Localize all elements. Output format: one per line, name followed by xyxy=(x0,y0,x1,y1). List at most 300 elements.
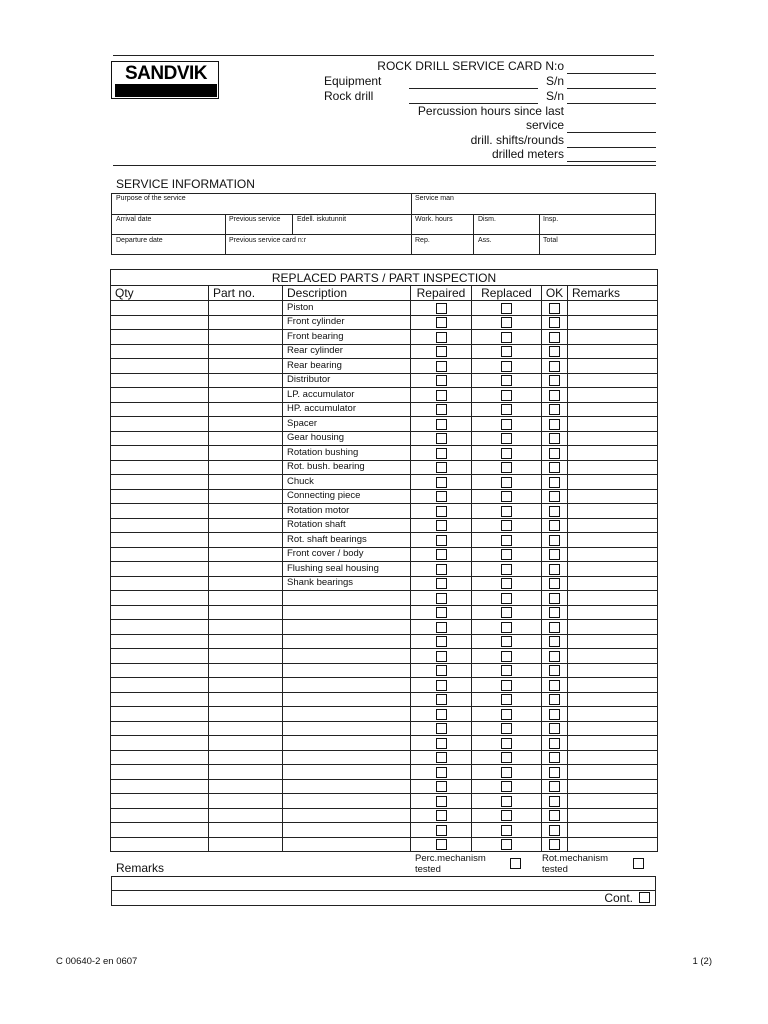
part-no-cell[interactable] xyxy=(209,649,283,664)
remarks-cell[interactable] xyxy=(568,475,658,490)
ok-checkbox[interactable] xyxy=(549,491,560,502)
part-no-cell[interactable] xyxy=(209,707,283,722)
replaced-checkbox[interactable] xyxy=(501,839,512,850)
remarks-box xyxy=(111,876,656,906)
qty-cell[interactable] xyxy=(111,330,209,345)
replaced-checkbox[interactable] xyxy=(501,622,512,633)
part-no-cell[interactable] xyxy=(209,794,283,809)
si-col-divider-c xyxy=(473,214,474,254)
repaired-cell xyxy=(411,417,472,432)
remarks-cell[interactable] xyxy=(568,489,658,504)
si-col-divider-b xyxy=(292,214,293,234)
repaired-checkbox[interactable] xyxy=(436,709,447,720)
repaired-checkbox[interactable] xyxy=(436,491,447,502)
remarks-cell[interactable] xyxy=(568,533,658,548)
repaired-checkbox[interactable] xyxy=(436,520,447,531)
remarks-cell[interactable] xyxy=(568,707,658,722)
replaced-checkbox[interactable] xyxy=(501,607,512,618)
qty-cell[interactable] xyxy=(111,547,209,562)
repaired-checkbox[interactable] xyxy=(436,433,447,444)
ok-checkbox[interactable] xyxy=(549,680,560,691)
qty-cell[interactable] xyxy=(111,837,209,852)
ok-checkbox[interactable] xyxy=(549,390,560,401)
replaced-checkbox[interactable] xyxy=(501,767,512,778)
qty-cell[interactable] xyxy=(111,591,209,606)
replaced-checkbox[interactable] xyxy=(501,520,512,531)
ok-cell xyxy=(542,431,568,446)
table-row xyxy=(111,475,658,490)
repaired-cell xyxy=(411,779,472,794)
qty-cell[interactable] xyxy=(111,692,209,707)
part-no-cell[interactable] xyxy=(209,359,283,374)
repaired-checkbox[interactable] xyxy=(436,419,447,430)
ok-checkbox[interactable] xyxy=(549,462,560,473)
ok-checkbox[interactable] xyxy=(549,810,560,821)
ok-cell xyxy=(542,750,568,765)
part-no-cell[interactable] xyxy=(209,591,283,606)
arrival-date-label: Arrival date xyxy=(116,216,152,223)
drilled-meters-field[interactable] xyxy=(567,161,656,162)
remarks-cell[interactable] xyxy=(568,750,658,765)
replaced-checkbox[interactable] xyxy=(501,738,512,749)
replaced-checkbox[interactable] xyxy=(501,390,512,401)
ok-checkbox[interactable] xyxy=(549,781,560,792)
repaired-checkbox[interactable] xyxy=(436,651,447,662)
repaired-cell xyxy=(411,402,472,417)
part-no-cell[interactable] xyxy=(209,808,283,823)
qty-cell[interactable] xyxy=(111,417,209,432)
ass-label: Ass. xyxy=(478,237,492,244)
rock-drill-sn-field[interactable] xyxy=(567,103,656,104)
part-no-cell[interactable] xyxy=(209,837,283,852)
repaired-checkbox[interactable] xyxy=(436,825,447,836)
part-no-cell[interactable] xyxy=(209,692,283,707)
percussion-hours-field[interactable] xyxy=(567,132,656,133)
qty-cell[interactable] xyxy=(111,765,209,780)
qty-cell[interactable] xyxy=(111,736,209,751)
replaced-checkbox[interactable] xyxy=(501,317,512,328)
replaced-checkbox[interactable] xyxy=(501,332,512,343)
repaired-checkbox[interactable] xyxy=(436,636,447,647)
service-man-label: Service man xyxy=(415,195,454,202)
card-number-field[interactable] xyxy=(567,73,656,74)
part-no-cell[interactable] xyxy=(209,301,283,316)
qty-cell[interactable] xyxy=(111,431,209,446)
ok-checkbox[interactable] xyxy=(549,607,560,618)
replaced-checkbox[interactable] xyxy=(501,825,512,836)
replaced-checkbox[interactable] xyxy=(501,491,512,502)
table-row xyxy=(111,460,658,475)
qty-cell[interactable] xyxy=(111,707,209,722)
drill-shifts-field[interactable] xyxy=(567,147,656,148)
repaired-checkbox[interactable] xyxy=(436,622,447,633)
ok-checkbox[interactable] xyxy=(549,404,560,415)
ok-checkbox[interactable] xyxy=(549,665,560,676)
ok-cell xyxy=(542,721,568,736)
remarks-cell[interactable] xyxy=(568,330,658,345)
ok-checkbox[interactable] xyxy=(549,767,560,778)
table-row xyxy=(111,649,658,664)
remarks-cell[interactable] xyxy=(568,591,658,606)
repaired-checkbox[interactable] xyxy=(436,549,447,560)
repaired-checkbox[interactable] xyxy=(436,535,447,546)
purpose-label: Purpose of the service xyxy=(116,195,186,202)
replaced-cell xyxy=(472,605,542,620)
qty-cell[interactable] xyxy=(111,562,209,577)
description-cell xyxy=(283,837,411,852)
remarks-cell[interactable] xyxy=(568,779,658,794)
replaced-checkbox[interactable] xyxy=(501,433,512,444)
equipment-field[interactable] xyxy=(409,88,538,89)
part-no-cell[interactable] xyxy=(209,373,283,388)
qty-cell[interactable] xyxy=(111,460,209,475)
replaced-checkbox[interactable] xyxy=(501,564,512,575)
table-row xyxy=(111,301,658,316)
replaced-checkbox[interactable] xyxy=(501,549,512,560)
repaired-checkbox[interactable] xyxy=(436,694,447,705)
table-row xyxy=(111,736,658,751)
description-cell: Rotation motor xyxy=(283,504,411,519)
repaired-checkbox[interactable] xyxy=(436,303,447,314)
replaced-checkbox[interactable] xyxy=(501,477,512,488)
qty-cell[interactable] xyxy=(111,373,209,388)
qty-cell[interactable] xyxy=(111,620,209,635)
ok-checkbox[interactable] xyxy=(549,651,560,662)
description-cell: Shank bearings xyxy=(283,576,411,591)
repaired-checkbox[interactable] xyxy=(436,317,447,328)
previous-service-label: Previous service xyxy=(229,216,281,223)
description-cell: Connecting piece xyxy=(283,489,411,504)
ok-checkbox[interactable] xyxy=(549,578,560,589)
parts-table-title: REPLACED PARTS / PART INSPECTION xyxy=(111,270,658,286)
repaired-checkbox[interactable] xyxy=(436,781,447,792)
repaired-checkbox[interactable] xyxy=(436,738,447,749)
replaced-checkbox[interactable] xyxy=(501,375,512,386)
perc-mechanism-checkbox[interactable] xyxy=(510,858,521,869)
qty-cell[interactable] xyxy=(111,446,209,461)
repaired-cell xyxy=(411,823,472,838)
part-no-cell[interactable] xyxy=(209,402,283,417)
description-cell xyxy=(283,823,411,838)
replaced-checkbox[interactable] xyxy=(501,462,512,473)
ok-checkbox[interactable] xyxy=(549,738,560,749)
ok-checkbox[interactable] xyxy=(549,375,560,386)
repaired-checkbox[interactable] xyxy=(436,448,447,459)
ok-cell xyxy=(542,823,568,838)
repaired-checkbox[interactable] xyxy=(436,361,447,372)
remarks-cell[interactable] xyxy=(568,620,658,635)
repaired-checkbox[interactable] xyxy=(436,796,447,807)
replaced-checkbox[interactable] xyxy=(501,636,512,647)
replaced-checkbox[interactable] xyxy=(501,346,512,357)
repaired-checkbox[interactable] xyxy=(436,462,447,473)
repaired-checkbox[interactable] xyxy=(436,665,447,676)
ok-checkbox[interactable] xyxy=(549,564,560,575)
part-no-cell[interactable] xyxy=(209,446,283,461)
qty-cell[interactable] xyxy=(111,533,209,548)
total-label: Total xyxy=(543,237,558,244)
qty-cell[interactable] xyxy=(111,315,209,330)
repaired-checkbox[interactable] xyxy=(436,839,447,850)
ok-checkbox[interactable] xyxy=(549,448,560,459)
replaced-checkbox[interactable] xyxy=(501,694,512,705)
remarks-cell[interactable] xyxy=(568,460,658,475)
ok-checkbox[interactable] xyxy=(549,709,560,720)
qty-cell[interactable] xyxy=(111,344,209,359)
remarks-cell[interactable] xyxy=(568,431,658,446)
remarks-cell[interactable] xyxy=(568,692,658,707)
ok-cell xyxy=(542,402,568,417)
part-no-cell[interactable] xyxy=(209,562,283,577)
part-no-cell[interactable] xyxy=(209,823,283,838)
ok-checkbox[interactable] xyxy=(549,419,560,430)
service-info-title: SERVICE INFORMATION xyxy=(116,177,255,191)
rock-drill-sn-label: S/n xyxy=(545,89,564,103)
remarks-cell[interactable] xyxy=(568,649,658,664)
remarks-cell[interactable] xyxy=(568,837,658,852)
ok-checkbox[interactable] xyxy=(549,636,560,647)
ok-cell xyxy=(542,765,568,780)
qty-cell[interactable] xyxy=(111,808,209,823)
remarks-cell[interactable] xyxy=(568,417,658,432)
remarks-cell[interactable] xyxy=(568,823,658,838)
description-cell xyxy=(283,765,411,780)
remarks-cell[interactable] xyxy=(568,504,658,519)
repaired-checkbox[interactable] xyxy=(436,564,447,575)
remarks-cell[interactable] xyxy=(568,547,658,562)
part-no-cell[interactable] xyxy=(209,417,283,432)
ok-checkbox[interactable] xyxy=(549,303,560,314)
remarks-cell[interactable] xyxy=(568,721,658,736)
table-row xyxy=(111,605,658,620)
equipment-sn-field[interactable] xyxy=(567,88,656,89)
replaced-checkbox[interactable] xyxy=(501,665,512,676)
repaired-cell xyxy=(411,475,472,490)
remarks-cell[interactable] xyxy=(568,808,658,823)
remarks-cell[interactable] xyxy=(568,736,658,751)
replaced-checkbox[interactable] xyxy=(501,303,512,314)
qty-cell[interactable] xyxy=(111,634,209,649)
remarks-cell[interactable] xyxy=(568,678,658,693)
replaced-checkbox[interactable] xyxy=(501,506,512,517)
ok-checkbox[interactable] xyxy=(549,723,560,734)
replaced-checkbox[interactable] xyxy=(501,448,512,459)
part-no-cell[interactable] xyxy=(209,344,283,359)
ok-checkbox[interactable] xyxy=(549,433,560,444)
part-no-cell[interactable] xyxy=(209,678,283,693)
ok-checkbox[interactable] xyxy=(549,839,560,850)
replaced-cell xyxy=(472,402,542,417)
replaced-checkbox[interactable] xyxy=(501,593,512,604)
replaced-cell xyxy=(472,721,542,736)
ok-cell xyxy=(542,678,568,693)
ok-checkbox[interactable] xyxy=(549,593,560,604)
repaired-checkbox[interactable] xyxy=(436,346,447,357)
qty-cell[interactable] xyxy=(111,576,209,591)
part-no-cell[interactable] xyxy=(209,765,283,780)
qty-cell[interactable] xyxy=(111,388,209,403)
repaired-checkbox[interactable] xyxy=(436,375,447,386)
part-no-cell[interactable] xyxy=(209,779,283,794)
remarks-cell[interactable] xyxy=(568,765,658,780)
remarks-cell[interactable] xyxy=(568,301,658,316)
qty-cell[interactable] xyxy=(111,663,209,678)
description-cell xyxy=(283,794,411,809)
description-cell: LP. accumulator xyxy=(283,388,411,403)
part-no-cell[interactable] xyxy=(209,634,283,649)
qty-cell[interactable] xyxy=(111,475,209,490)
part-no-cell[interactable] xyxy=(209,475,283,490)
ok-cell xyxy=(542,504,568,519)
repaired-checkbox[interactable] xyxy=(436,810,447,821)
remarks-cell[interactable] xyxy=(568,663,658,678)
repaired-checkbox[interactable] xyxy=(436,607,447,618)
part-no-cell[interactable] xyxy=(209,504,283,519)
qty-cell[interactable] xyxy=(111,779,209,794)
remarks-cell[interactable] xyxy=(568,388,658,403)
si-col-divider-a xyxy=(225,214,226,254)
col-replaced: Replaced xyxy=(472,286,542,301)
qty-cell[interactable] xyxy=(111,750,209,765)
qty-cell[interactable] xyxy=(111,518,209,533)
remarks-cell[interactable] xyxy=(568,446,658,461)
replaced-checkbox[interactable] xyxy=(501,361,512,372)
remarks-cell[interactable] xyxy=(568,576,658,591)
part-no-cell[interactable] xyxy=(209,460,283,475)
description-cell xyxy=(283,779,411,794)
remarks-cell[interactable] xyxy=(568,373,658,388)
ok-checkbox[interactable] xyxy=(549,549,560,560)
replaced-checkbox[interactable] xyxy=(501,419,512,430)
qty-cell[interactable] xyxy=(111,794,209,809)
ok-cell xyxy=(542,533,568,548)
repaired-checkbox[interactable] xyxy=(436,680,447,691)
replaced-checkbox[interactable] xyxy=(501,404,512,415)
ok-checkbox[interactable] xyxy=(549,361,560,372)
ok-checkbox[interactable] xyxy=(549,346,560,357)
qty-cell[interactable] xyxy=(111,489,209,504)
part-no-cell[interactable] xyxy=(209,489,283,504)
part-no-cell[interactable] xyxy=(209,721,283,736)
remarks-cell[interactable] xyxy=(568,605,658,620)
departure-date-label: Departure date xyxy=(116,237,163,244)
part-no-cell[interactable] xyxy=(209,605,283,620)
replaced-cell xyxy=(472,794,542,809)
remarks-field[interactable] xyxy=(112,877,655,890)
qty-cell[interactable] xyxy=(111,359,209,374)
qty-cell[interactable] xyxy=(111,301,209,316)
qty-cell[interactable] xyxy=(111,504,209,519)
repaired-cell xyxy=(411,460,472,475)
rot-mechanism-checkbox[interactable] xyxy=(633,858,644,869)
repaired-checkbox[interactable] xyxy=(436,404,447,415)
remarks-cell[interactable] xyxy=(568,634,658,649)
part-no-cell[interactable] xyxy=(209,750,283,765)
repaired-checkbox[interactable] xyxy=(436,332,447,343)
part-no-cell[interactable] xyxy=(209,547,283,562)
qty-cell[interactable] xyxy=(111,605,209,620)
replaced-checkbox[interactable] xyxy=(501,578,512,589)
description-cell: Rear cylinder xyxy=(283,344,411,359)
ok-cell xyxy=(542,591,568,606)
percussion-hours-line1: Percussion hours since last xyxy=(417,104,564,118)
repaired-cell xyxy=(411,431,472,446)
repaired-checkbox[interactable] xyxy=(436,723,447,734)
remarks-cell[interactable] xyxy=(568,518,658,533)
replaced-checkbox[interactable] xyxy=(501,752,512,763)
replaced-checkbox[interactable] xyxy=(501,810,512,821)
repaired-checkbox[interactable] xyxy=(436,506,447,517)
remarks-cell[interactable] xyxy=(568,315,658,330)
remarks-cell[interactable] xyxy=(568,359,658,374)
ok-checkbox[interactable] xyxy=(549,825,560,836)
ok-checkbox[interactable] xyxy=(549,332,560,343)
repaired-checkbox[interactable] xyxy=(436,767,447,778)
qty-cell[interactable] xyxy=(111,402,209,417)
part-no-cell[interactable] xyxy=(209,620,283,635)
repaired-cell xyxy=(411,562,472,577)
remarks-cell[interactable] xyxy=(568,344,658,359)
qty-cell[interactable] xyxy=(111,823,209,838)
replaced-checkbox[interactable] xyxy=(501,796,512,807)
qty-cell[interactable] xyxy=(111,649,209,664)
part-no-cell[interactable] xyxy=(209,533,283,548)
ok-checkbox[interactable] xyxy=(549,535,560,546)
qty-cell[interactable] xyxy=(111,678,209,693)
cont-checkbox[interactable] xyxy=(639,892,650,903)
repaired-checkbox[interactable] xyxy=(436,578,447,589)
part-no-cell[interactable] xyxy=(209,518,283,533)
ok-checkbox[interactable] xyxy=(549,317,560,328)
part-no-cell[interactable] xyxy=(209,576,283,591)
remarks-cell[interactable] xyxy=(568,562,658,577)
replaced-checkbox[interactable] xyxy=(501,535,512,546)
ok-checkbox[interactable] xyxy=(549,520,560,531)
repaired-cell xyxy=(411,663,472,678)
part-no-cell[interactable] xyxy=(209,388,283,403)
repaired-checkbox[interactable] xyxy=(436,593,447,604)
ok-checkbox[interactable] xyxy=(549,477,560,488)
replaced-checkbox[interactable] xyxy=(501,723,512,734)
qty-cell[interactable] xyxy=(111,721,209,736)
part-no-cell[interactable] xyxy=(209,431,283,446)
remarks-cell[interactable] xyxy=(568,794,658,809)
replaced-checkbox[interactable] xyxy=(501,781,512,792)
remarks-cell[interactable] xyxy=(568,402,658,417)
description-cell xyxy=(283,605,411,620)
replaced-checkbox[interactable] xyxy=(501,651,512,662)
replaced-checkbox[interactable] xyxy=(501,680,512,691)
part-no-cell[interactable] xyxy=(209,315,283,330)
description-cell xyxy=(283,634,411,649)
part-no-cell[interactable] xyxy=(209,736,283,751)
repaired-checkbox[interactable] xyxy=(436,477,447,488)
header-bottom-rule xyxy=(113,165,656,166)
repaired-checkbox[interactable] xyxy=(436,752,447,763)
ok-checkbox[interactable] xyxy=(549,506,560,517)
ok-checkbox[interactable] xyxy=(549,752,560,763)
repaired-checkbox[interactable] xyxy=(436,390,447,401)
replaced-checkbox[interactable] xyxy=(501,709,512,720)
ok-checkbox[interactable] xyxy=(549,796,560,807)
replaced-cell xyxy=(472,649,542,664)
ok-checkbox[interactable] xyxy=(549,622,560,633)
part-no-cell[interactable] xyxy=(209,663,283,678)
ok-checkbox[interactable] xyxy=(549,694,560,705)
part-no-cell[interactable] xyxy=(209,330,283,345)
ok-cell xyxy=(542,837,568,852)
replaced-cell xyxy=(472,330,542,345)
